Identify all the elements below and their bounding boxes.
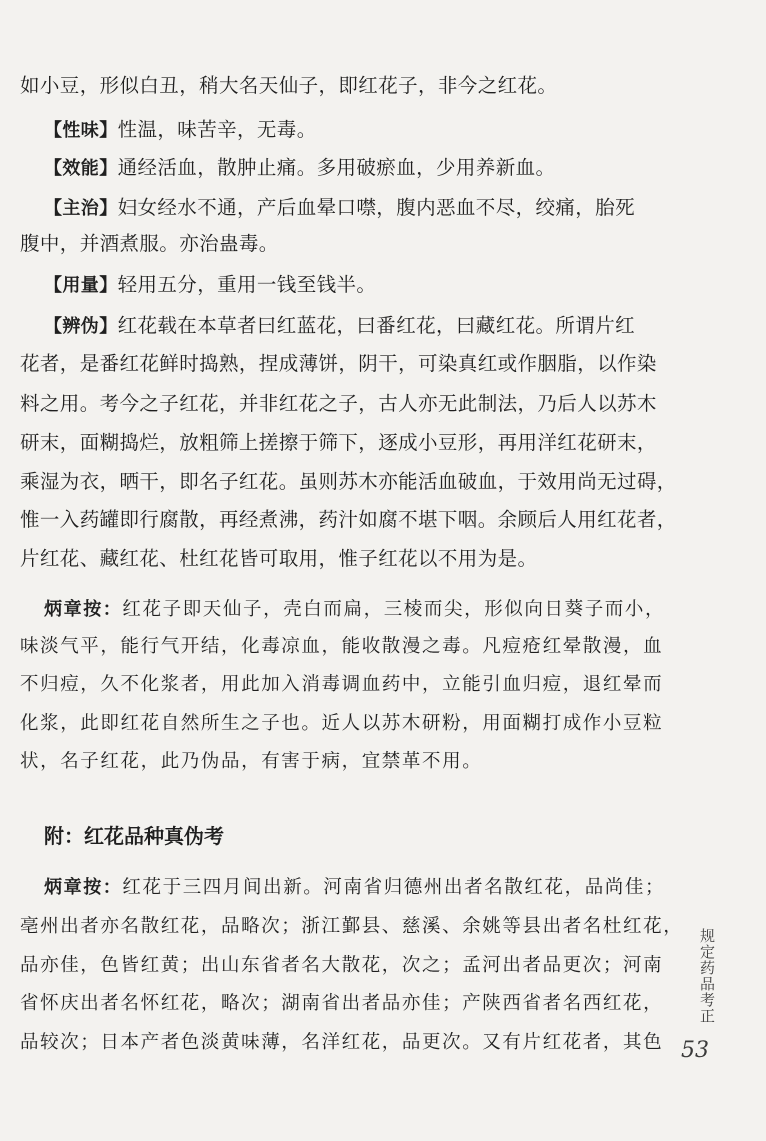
section-title: 附：红花品种真伪考 (44, 824, 224, 848)
chapter-side-tab: 规定药品考正 (698, 928, 716, 1024)
zhuzhi-tag: 【主治】 (44, 198, 118, 219)
note2-line-4: 省怀庆出者名怀红花，略次；湖南省出者品亦佳；产陕西省者名西红花， (20, 993, 664, 1014)
note1-entry (44, 596, 664, 624)
yongliang-tag: 【用量】 (44, 275, 118, 296)
zhuzhi-entry (44, 194, 664, 223)
xingwei-tag: 【性味】 (44, 120, 118, 141)
bianwei-line-1: 红花载在本草者曰红蓝花，曰番红花，曰藏红花。所谓片红 (117, 314, 636, 337)
xiaoneng-tag: 【效能】 (44, 158, 118, 179)
zhuzhi-line-1: 妇女经水不通，产后血晕口噤，腹内恶血不尽，绞痛，胎死 (117, 196, 636, 219)
xiaoneng-entry (44, 154, 664, 183)
note1-line-1: 红花子即天仙子，壳白而扁，三棱而尖，形似向日葵子而小， (122, 599, 666, 620)
note2-entry (44, 874, 664, 902)
bianwei-line-2: 花者，是番红花鲜时捣熟，捏成薄饼，阴干，可染真红或作胭脂，以作染 (20, 352, 657, 375)
note1-line-3: 不归痘，久不化浆者，用此加入消毒调血药中，立能引血归痘，退红晕而 (20, 674, 664, 695)
bianwei-line-5: 乘湿为衣，晒干，即名子红花。虽则苏木亦能活血破血，于效用尚无过碍， (20, 470, 677, 493)
bianwei-line-7: 片红花、藏红花、杜红花皆可取用，惟子红花以不用为是。 (20, 547, 538, 570)
bianwei-tag: 【辨伪】 (44, 316, 118, 337)
xingwei-entry (44, 116, 664, 145)
note1-line-5: 状，名子红花，此乃伪品，有害于病，宜禁革不用。 (20, 751, 483, 772)
xiaoneng-text: 通经活血，散肿止痛。多用破瘀血，少用养新血。 (117, 156, 556, 179)
note2-line-3: 品亦佳，色皆红黄；出山东省者名大散花，次之；孟河出者品更次；河南 (20, 955, 664, 976)
bianwei-line-4: 研末，面糊捣烂，放粗筛上搓擦于筛下，逐成小豆形，再用洋红花研末， (20, 431, 657, 454)
note2-line-5: 品较次；日本产者色淡黄味薄，名洋红花，品更次。又有片红花者，其色 (20, 1032, 664, 1053)
note1-line-4: 化浆，此即红花自然所生之子也。近人以苏木研粉，用面糊打成作小豆粒 (20, 713, 664, 734)
note2-label: 炳章按： (44, 877, 123, 898)
yongliang-entry (44, 271, 664, 300)
note2-line-2: 亳州出者亦名散红花，品略次；浙江鄞县、慈溪、余姚等县出者名杜红花， (20, 916, 684, 937)
bianwei-line-6: 惟一入药罐即行腐散，再经煮沸，药汁如腐不堪下咽。余顾后人用红花者， (20, 508, 677, 531)
bianwei-line-3: 料之用。考今之子红花，并非红花之子，古人亦无此制法，乃后人以苏木 (20, 392, 657, 415)
page-number: 53 (681, 1038, 709, 1063)
intro-line-1: 如小豆，形似白丑，稍大名天仙子，即红花子，非今之红花。 (20, 74, 558, 97)
zhuzhi-line-2: 腹中，并酒煮服。亦治蛊毒。 (20, 232, 279, 255)
note2-line-1: 红花于三四月间出新。河南省归德州出者名散红花，品尚佳； (122, 877, 666, 898)
yongliang-text: 轻用五分，重用一钱至钱半。 (117, 273, 377, 296)
note1-line-2: 味淡气平，能行气开结，化毒凉血，能收散漫之毒。凡痘疮红晕散漫，血 (20, 636, 664, 657)
xingwei-text: 性温，味苦辛，无毒。 (117, 118, 317, 141)
note1-label: 炳章按： (44, 599, 123, 620)
bianwei-entry (44, 312, 664, 341)
